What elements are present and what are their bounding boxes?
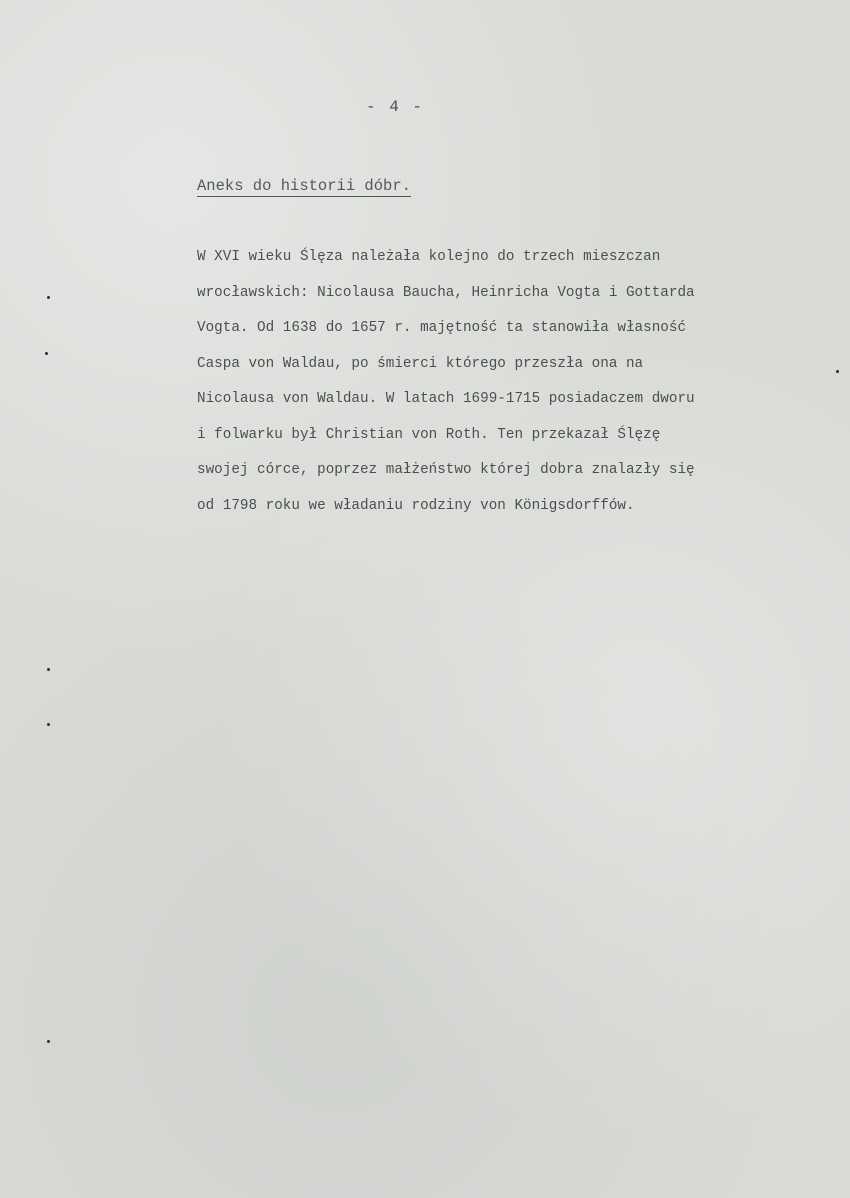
margin-mark: [47, 668, 50, 671]
text-line: wrocławskich: Nicolausa Baucha, Heinricha Vogta i Gottarda: [197, 284, 695, 301]
text-line: od 1798 roku we władaniu rodziny von Königsdorffów.: [197, 497, 635, 514]
margin-mark: [45, 352, 48, 355]
section-heading: Aneks do historii dóbr.: [197, 177, 411, 195]
margin-mark: [836, 370, 839, 373]
body-paragraph: [197, 240, 807, 524]
text-line: swojej córce, poprzez małżeństwo której dobra znalazły się: [197, 462, 695, 478]
page-number: - 4 -: [365, 98, 424, 116]
margin-mark: [47, 296, 50, 299]
text-line: Vogta. Od 1638 do 1657 r. majętność ta stanowiła własność: [197, 320, 687, 336]
text-line: W XVI wieku Ślęza należała kolejno do trzech mieszczan: [197, 249, 661, 265]
margin-mark: [47, 723, 50, 726]
margin-mark: [47, 1040, 50, 1043]
text-line: Caspa von Waldau, po śmierci którego przeszła ona na: [197, 355, 644, 372]
text-line: i folwarku był Christian von Roth. Ten przekazał Ślęzę: [197, 426, 661, 443]
text-line: Nicolausa von Waldau. W latach 1699-1715 posiadaczem dworu: [197, 391, 695, 407]
